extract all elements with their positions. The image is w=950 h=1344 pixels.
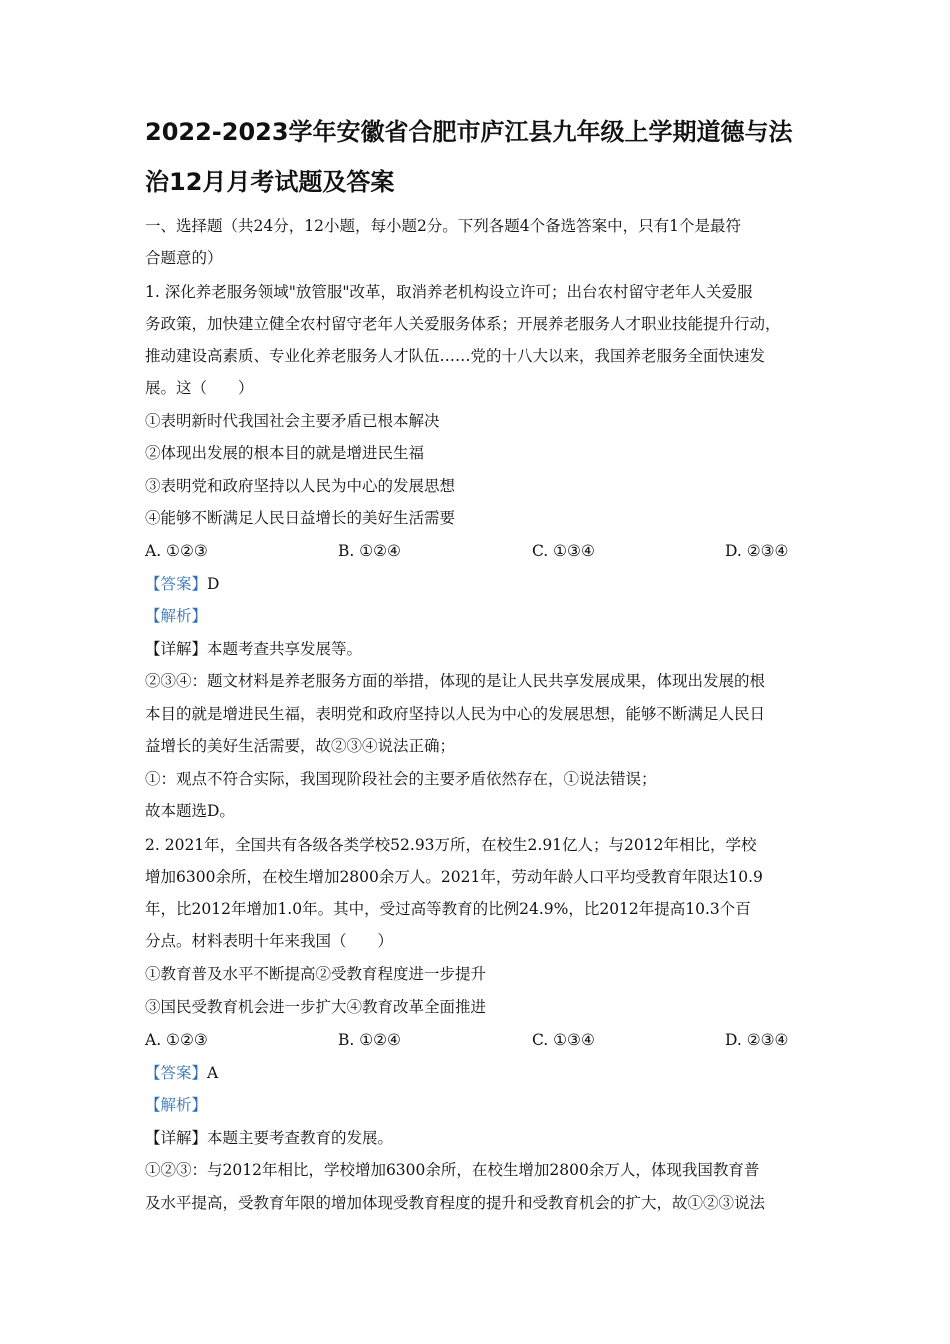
q1-option-b: B. ①②④: [338, 542, 401, 560]
q2-option-b: B. ①②④: [338, 1031, 401, 1049]
q1-analysis-label: 【解析】: [145, 607, 208, 625]
q1-answer: [145, 574, 825, 594]
q2-option-d: D. ②③④: [725, 1031, 789, 1049]
q1-detail-text: 本题考查共享发展等。: [207, 640, 363, 658]
q1-item: ④能够不断满足人民日益增长的美好生活需要: [145, 509, 456, 527]
q1-answer-label: 【答案】: [145, 575, 208, 593]
q1-option-d: D. ②③④: [725, 542, 789, 560]
q1-explain-line: 益增长的美好生活需要，故②③④说法正确；: [145, 737, 456, 755]
q1-stem-line: 展。这（ ）: [145, 379, 254, 397]
section-heading-line-1: 一、选择题（共24分，12小题，每小题2分。下列各题4个备选答案中，只有1个是最符: [145, 217, 742, 235]
q1-option-c: C. ①③④: [532, 542, 595, 560]
q2-analysis-label: 【解析】: [145, 1096, 208, 1114]
q2-stem-line: 增加6300余所，在校生增加2800余万人。2021年，劳动年龄人口平均受教育年限达10.9: [145, 868, 763, 886]
q2-option-a: A. ①②③: [145, 1031, 208, 1049]
q1-answer-value: D: [207, 575, 220, 593]
q1-item: ③表明党和政府坚持以人民为中心的发展思想: [145, 477, 456, 495]
document-title-line-2: 治12月月考试题及答案: [145, 168, 395, 196]
q1-explain-line: ②③④：题文材料是养老服务方面的举措，体现的是让人民共享发展成果，体现出发展的根: [145, 672, 766, 690]
q2-stem-line: 分点。材料表明十年来我国（ ）: [145, 932, 394, 950]
section-heading-line-2: 合题意的）: [145, 249, 223, 267]
q2-explain-line: 及水平提高，受教育年限的增加体现受教育程度的提升和受教育机会的扩大，故①②③说法: [145, 1194, 766, 1212]
q1-explain-line: 本目的就是增进民生福，表明党和政府坚持以人民为中心的发展思想，能够不断满足人民日: [145, 705, 766, 723]
q1-stem-line: 1. 深化养老服务领域"放管服"改革，取消养老机构设立许可；出台农村留守老年人关爱服: [145, 283, 753, 301]
q1-item: ①表明新时代我国社会主要矛盾已根本解决: [145, 412, 440, 430]
q1-explain-line: 故本题选D。: [145, 802, 235, 820]
q2-answer-value: A: [207, 1064, 219, 1082]
q1-stem-line: 推动建设高素质、专业化养老服务人才队伍……党的十八大以来，我国养老服务全面快速发: [145, 347, 766, 365]
q2-option-c: C. ①③④: [532, 1031, 595, 1049]
q1-stem-line: 务政策，加快建立健全农村留守老年人关爱服务体系；开展养老服务人才职业技能提升行动，: [145, 315, 781, 333]
q2-answer-label: 【答案】: [145, 1064, 208, 1082]
q2-detail-label: 【详解】: [145, 1129, 208, 1147]
q2-item: ①教育普及水平不断提高②受教育程度进一步提升: [145, 965, 487, 983]
q1-explain-line: ①：观点不符合实际，我国现阶段社会的主要矛盾依然存在，①说法错误；: [145, 770, 657, 788]
q2-detail: [145, 1128, 825, 1148]
q2-stem-line: 年，比2012年增加1.0年。其中，受过高等教育的比例24.9%，比2012年提高10.3个百: [145, 900, 751, 918]
q1-item: ②体现出发展的根本目的就是增进民生福: [145, 444, 425, 462]
q2-detail-text: 本题主要考查教育的发展。: [207, 1129, 394, 1147]
q2-item: ③国民受教育机会进一步扩大④教育改革全面推进: [145, 998, 487, 1016]
document-title-line-1: 2022-2023学年安徽省合肥市庐江县九年级上学期道德与法: [145, 118, 793, 146]
q1-detail-label: 【详解】: [145, 640, 208, 658]
q2-answer: [145, 1063, 825, 1083]
q1-option-a: A. ①②③: [145, 542, 208, 560]
q1-detail: [145, 639, 825, 659]
q2-stem-line: 2. 2021年，全国共有各级各类学校52.93万所，在校生2.91亿人；与2012年相比，学校: [145, 836, 757, 854]
q2-explain-line: ①②③：与2012年相比，学校增加6300余所，在校生增加2800余万人，体现我国教育普: [145, 1161, 760, 1179]
